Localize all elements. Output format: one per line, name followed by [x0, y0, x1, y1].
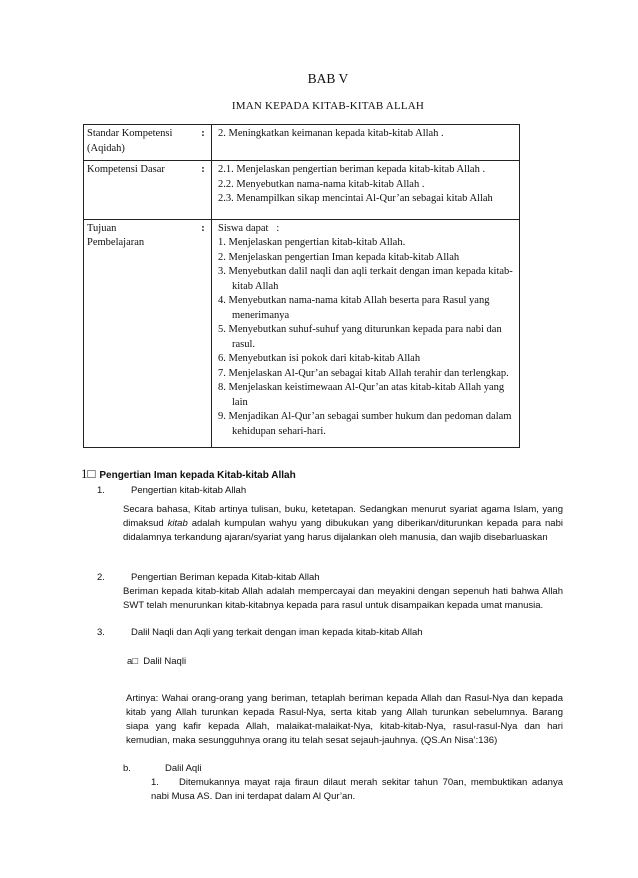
chapter-title: IMAN KEPADA KITAB-KITAB ALLAH [231, 100, 425, 112]
section-number: 1□ [81, 466, 96, 481]
list-item: 3. Menyebutkan dalil naqli dan aqli terkait dengan iman kepada kitab-kitab Allah [218, 266, 513, 292]
list-item: 5. Menyebutkan suhuf-suhuf yang diturunkan kepada para nabi dan rasul. [218, 324, 502, 350]
kd-value [212, 161, 520, 220]
list-item: 2.1. Menjelaskan pengertian beriman kepada kitab-kitab Allah . [218, 164, 486, 175]
list-item: 6. Menyebutkan isi pokok dari kitab-kitab Allah [218, 353, 421, 364]
dalil-naqli-heading: a□ Dalil Naqli [127, 656, 187, 667]
paragraph-dalil-naqli: Artinya: Wahai orang-orang yang beriman, tetaplah beriman kepada Allah dan Rasul-Nya dan kepada kitab yang Allah turunkan kepada Rasul-Nya, serta kitab yang Allah turunkan sebelumnya. Barang siapa yang kafir kepada Allah, malaikat-malaikat-Nya, kitab-kitab-Nya, rasul-rasul-Nya dan hari kemudian, maka sesungguhnya orang itu telah sesat sejauh-jauhnya. (QS.An Nisa’:136) [126, 693, 563, 746]
subsection-heading-2: 2. Pengertian Beriman kepada Kitab-kitab Allah [97, 572, 320, 583]
list-item: 2. Menjelaskan pengertian Iman kepada kitab-kitab Allah [218, 251, 460, 263]
tp-intro: Siswa dapat : [218, 222, 280, 234]
table-row-standar-kompetensi [84, 125, 520, 161]
kd-label: Kompetensi Dasar [84, 161, 196, 220]
subsection-heading-3: 3. Dalil Naqli dan Aqli yang terkait dengan iman kepada kitab-kitab Allah [97, 627, 423, 638]
chapter-heading: BAB V [307, 71, 349, 86]
competency-table [83, 124, 520, 448]
paragraph-definition-kitab: Secara bahasa, Kitab artinya tulisan, buku, ketetapan. Sedangkan menurut syariat agama Islam, yang dimaksud kitab adalah kumpulan wahyu yang dibukukan yang diberikan/diturunkan kepada para nabi didalamnya terkandung ajaran/syariat yang harus dijalankan oleh manusia, dan wajib disebarluaskan [123, 504, 563, 543]
list-item: 2.2. Menyebutkan nama-nama kitab-kitab Allah . [218, 178, 425, 190]
table-row-kompetensi-dasar [84, 161, 520, 220]
tp-value [212, 219, 520, 448]
dalil-aqli-heading: b. Dalil Aqli [123, 763, 202, 774]
list-item: 7. Menjelaskan Al-Qur’an sebagai kitab Allah terahir dan terlengkap. [218, 367, 509, 379]
list-item: 1. Menjelaskan pengertian kitab-kitab Allah. [218, 237, 406, 248]
section-title: Pengertian Iman kepada Kitab-kitab Allah [99, 470, 296, 481]
list-item: 8. Menjelaskan keistimewaan Al-Qur’an atas kitab-kitab Allah yang lain [218, 382, 505, 408]
table-row-tujuan-pembelajaran [84, 219, 520, 448]
sk-colon: : [195, 125, 212, 161]
list-item: 9. Menjadikan Al-Qur’an sebagai sumber hukum dan pedoman dalam kehidupan sehari-hari. [218, 411, 512, 437]
list-item: 4. Menyebutkan nama-nama kitab Allah beserta para Rasul yang menerimanya [218, 295, 490, 321]
subsection-heading-1: 1. Pengertian kitab-kitab Allah [97, 485, 247, 496]
list-item: 2.3. Menampilkan sikap mencintai Al-Qur’an sebagai kitab Allah [218, 193, 493, 204]
tp-colon: : [195, 219, 212, 448]
kd-colon: : [195, 161, 212, 220]
sk-value: 2. Meningkatkan keimanan kepada kitab-kitab Allah . [212, 125, 520, 161]
dalil-aqli-item: 1. Ditemukannya mayat raja firaun dilaut merah sekitar tahun 70an, membuktikan adanya nabi Musa AS. Dan ini terdapat dalam Al Qur’an. [151, 777, 563, 802]
sk-label: Standar Kompetensi (Aqidah) [84, 125, 196, 161]
paragraph-definition-beriman: Beriman kepada kitab-kitab Allah adalah mempercayai dan meyakini dengan sepenuh hati bahwa Allah SWT telah menurunkan kitab-kitabnya kepada para rasul untuk disampaikan kepada umat manusia. [123, 586, 563, 611]
section-heading [81, 466, 296, 482]
tp-label: Tujuan Pembelajaran [84, 219, 196, 448]
